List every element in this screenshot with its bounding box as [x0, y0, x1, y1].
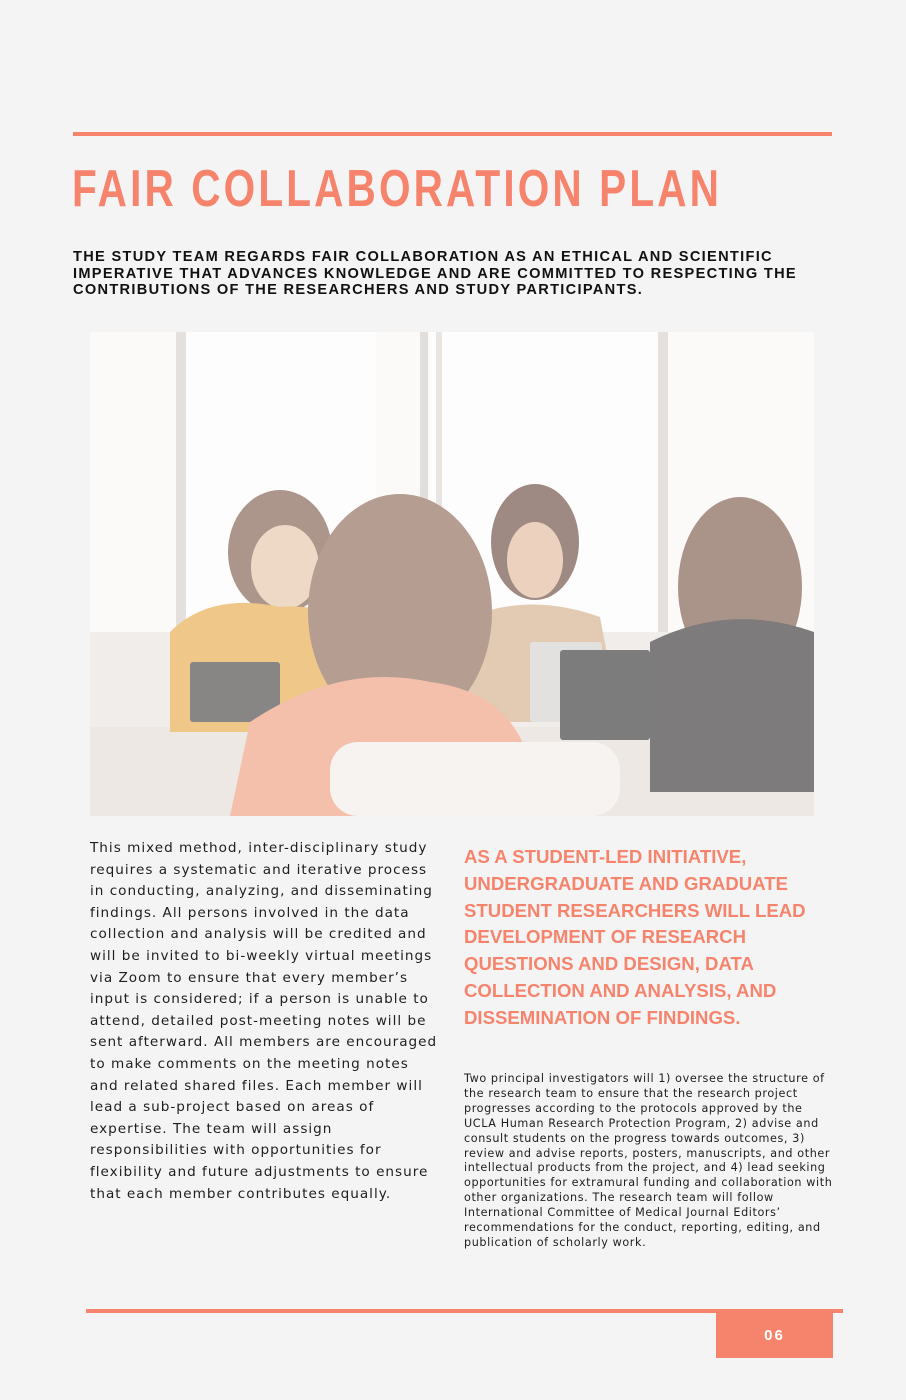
top-divider — [73, 132, 832, 136]
collaboration-process-text: This mixed method, inter-disciplinary study requires a systematic and iterative process in conducting, analyzing, and disseminating findings. All persons involved in the data collection and analysis will be credited and will be invited to bi-weekly virtual meetings via Zoom to ensure that every member’s input is considered; if a person is unable to attend, detailed post-meeting notes will be sent afterward. All members are encouraged to make comments on the meeting notes and related shared files. Each member will lead a sub-project based on areas of expertise. The team will assign responsibilities with opportunities for flexibility and future adjustments to ensure that each member contributes equally. — [90, 840, 438, 1202]
team-meeting-photo — [90, 332, 814, 816]
page-title: FAIR COLLABORATION PLAN — [72, 160, 723, 218]
page-number: 06 — [716, 1313, 833, 1358]
intro-statement: THE STUDY TEAM REGARDS FAIR COLLABORATION AS AN ETHICAL AND SCIENTIFIC IMPERATIVE THAT ADVANCES KNOWLEDGE AND ARE COMMITTED TO RESPECTING THE CONTRIBUTIONS OF THE RESEARCHERS AND STUDY PARTICIPANTS. — [73, 249, 797, 298]
principal-investigators-text: Two principal investigators will 1) oversee the structure of the research team to ensure that the research project progresses according to the protocols approved by the UCLA Human Research Protection Program, 2) advise and consult students on the progress towards outcomes, 3) review and advise reports, posters, manuscripts, and other intellectual products from the project, and 4) lead seeking opportunities for extramural funding and collaboration with other organizations. The research team will follow International Committee of Medical Journal Editors’ recommendations for the conduct, reporting, editing, and publication of scholarly work. — [464, 1072, 833, 1249]
student-led-callout: AS A STUDENT-LED INITIATIVE, UNDERGRADUATE AND GRADUATE STUDENT RESEARCHERS WILL LEAD DEVELOPMENT OF RESEARCH QUESTIONS AND DESIGN, DATA COLLECTION AND ANALYSIS, AND DISSEMINATION OF FINDINGS. — [464, 846, 806, 1028]
